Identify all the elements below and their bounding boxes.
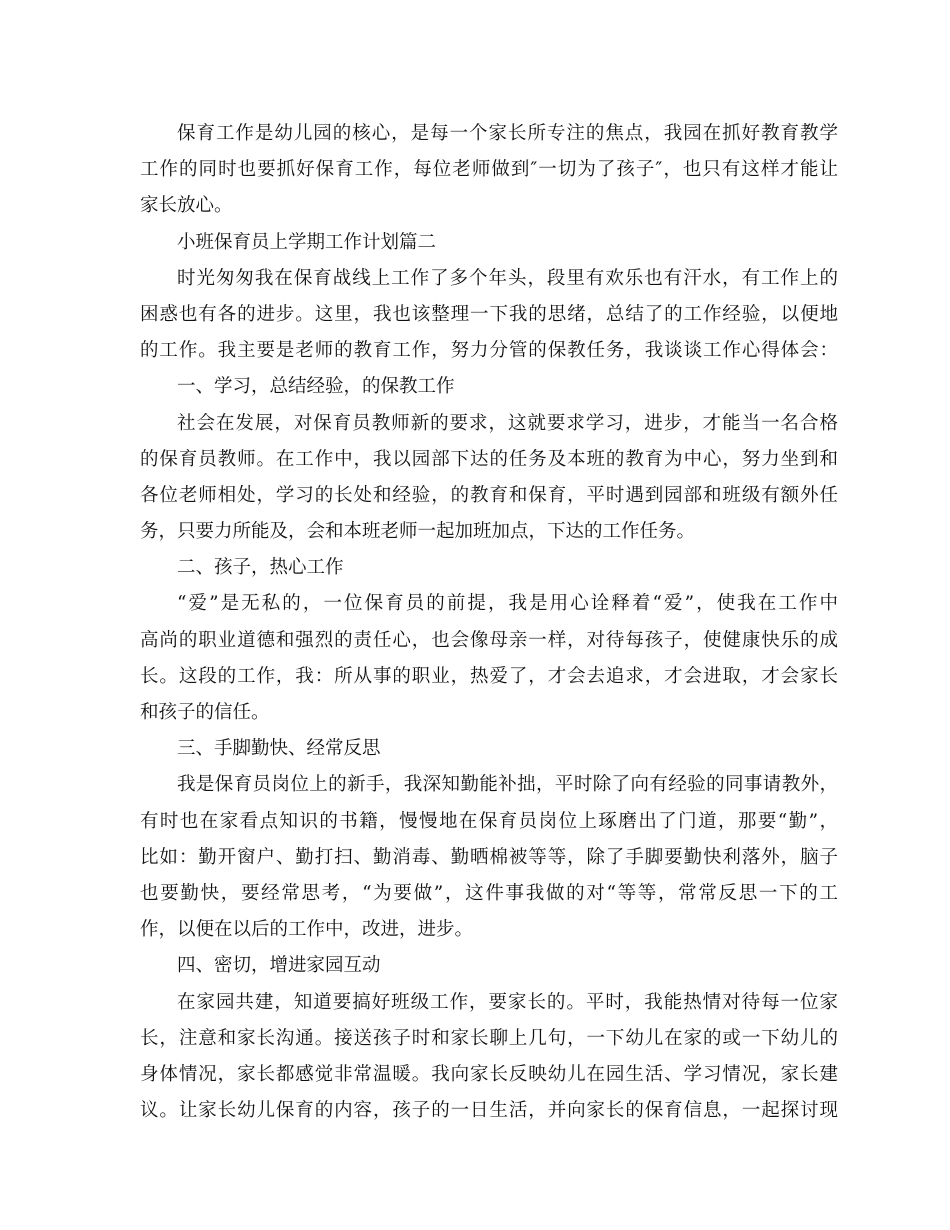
text-line-content: 比如：勤开窗户、勤打扫、勤消毒、勤晒棉被等等，除了手脚要勤快利落外，脑子	[140, 846, 838, 868]
text-line-content: 保育工作是幼儿园的核心，是每一个家长所专注的焦点，我园在抓好教育教学	[177, 123, 838, 144]
text-line-content: 社会在发展，对保育员教师新的要求，这就要求学习，进步，才能当一名合格	[177, 412, 838, 434]
text-line-content: 长。这段的工作，我：所从事的职业，热爱了，才会去追求，才会进取，才会家长	[140, 665, 838, 687]
text-line-content: 在家园共建，知道要搞好班级工作，要家长的。平时，我能热情对待每一位家	[177, 991, 838, 1013]
text-line	[140, 152, 838, 188]
text-line	[140, 188, 838, 224]
text-line-content: 小班保育员上学期工作计划篇二	[177, 231, 437, 253]
text-line-content: 家长放心。	[140, 195, 233, 217]
text-line-content: 身体情况，家长都感觉非常温暖。我向家长反映幼儿在园生活、学习情况，家长建	[140, 1063, 838, 1085]
text-line	[140, 586, 838, 622]
text-line-content: 高尚的职业道德和强烈的责任心，也会像母亲一样，对待每孩子，使健康快乐的成	[140, 629, 838, 651]
text-line-content: 工作的同时也要抓好保育工作，每位老师做到″一切为了孩子″，也只有这样才能让	[140, 159, 838, 181]
text-line-content: 三、手脚勤快、经常反思	[177, 738, 381, 760]
text-line-content: 的保育员教师。在工作中，我以园部下达的任务及本班的教育为中心，努力坐到和	[140, 448, 838, 470]
text-line	[140, 623, 838, 659]
text-line	[140, 912, 838, 948]
text-line-content: 困惑也有各的进步。这里，我也该整理一下我的思绪，总结了的工作经验，以便地	[140, 303, 838, 325]
text-line-content: 的工作。我主要是老师的教育工作，努力分管的保教任务，我谈谈工作心得体会：	[140, 340, 838, 362]
text-line	[140, 767, 838, 803]
text-line	[140, 333, 838, 369]
text-line	[140, 442, 838, 478]
text-line	[140, 514, 838, 550]
text-line	[140, 478, 838, 514]
text-line-content: 也要勤快，要经常思考，“为要做”，这件事我做的对“等等，常常反思一下的工	[140, 882, 838, 904]
text-line	[140, 985, 838, 1021]
text-line-content: 一、学习，总结经验，的保教工作	[177, 376, 455, 398]
text-line	[140, 297, 838, 333]
text-line	[140, 1093, 838, 1129]
text-line	[140, 1021, 838, 1057]
text-line-content: 我是保育员岗位上的新手，我深知勤能补拙，平时除了向有经验的同事请教外，	[177, 774, 838, 796]
text-line	[140, 731, 838, 767]
text-line	[140, 225, 838, 261]
text-line	[140, 695, 838, 731]
text-line-content: 有时也在家看点知识的书籍，慢慢地在保育员岗位上琢磨出了门道，那要“勤”，	[140, 810, 838, 832]
text-line-content: 二、孩子，热心工作	[177, 557, 344, 579]
text-line	[140, 116, 838, 152]
text-line	[140, 804, 838, 840]
text-line-content: 议。让家长幼儿保育的内容，孩子的一日生活，并向家长的保育信息，一起探讨现	[140, 1100, 838, 1122]
text-line	[140, 1057, 838, 1093]
text-line	[140, 840, 838, 876]
text-line	[140, 406, 838, 442]
text-line	[140, 659, 838, 695]
text-line-content: 和孩子的信任。	[140, 702, 270, 723]
text-line	[140, 948, 838, 984]
text-line-content: 长，注意和家长沟通。接送孩子时和家长聊上几句，一下幼儿在家的或一下幼儿的	[140, 1027, 838, 1049]
text-line-content: “爱”是无私的，一位保育员的前提，我是用心诠释着“爱”，使我在工作中	[177, 593, 838, 615]
text-line-content: 时光匆匆我在保育战线上工作了多个年头，段里有欢乐也有汗水，有工作上的	[177, 267, 838, 289]
text-line	[140, 369, 838, 405]
text-line-content: 务，只要力所能及，会和本班老师一起加班加点，下达的工作任务。	[140, 521, 696, 543]
text-line	[140, 876, 838, 912]
text-line-content: 作，以便在以后的工作中，改进，进步。	[140, 919, 474, 941]
text-line	[140, 261, 838, 297]
text-line	[140, 550, 838, 586]
text-line-content: 各位老师相处，学习的长处和经验，的教育和保育，平时遇到园部和班级有额外任	[140, 484, 838, 506]
text-line-content: 四、密切，增进家园互动	[177, 955, 381, 977]
